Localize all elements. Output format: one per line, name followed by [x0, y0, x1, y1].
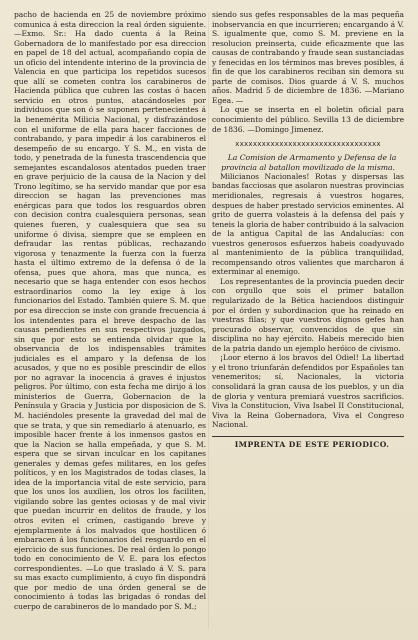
column-gutter [208, 12, 209, 628]
left-column [14, 10, 206, 630]
address-paragraph-2: Los representantes de la provincia pueden decir con orgullo que sois el primer batallon regularizado de la Bética haciendoos distinguir por el órden y subordinacion que ha reinado en vuestras filas; y que vuestros dignos gefes han procurado observar, convencidos de que sin disciplina no hay ejército. Habeis merecido bien de la patria dando un ejemplo heróico de civismo. [212, 276, 404, 353]
printer-imprint: IMPRENTA DE ESTE PERIODICO. [234, 439, 390, 449]
left-column-text: pacho de hacienda en 25 de noviembre próximo comunica á esta direccion la real órden siguiente. —Exmo. Sr.: Ha dado cuenta á la Reina Gobernadora de lo manifestado por esa direccion en papel de 18 del actual, acompañando copia de un oficio del intendente interino de la provincia de Valencia en que participa los repetidos sucesos que allí se cometen contra los carabineros de Hacienda pública que cubren las costas ó hacen servicio en otros puntos, atacándoseles por individuos que son ó se suponen pertenecientes á la benemérita Milicia Nacional, y disfrazándose con el uniforme de ella para hacer facciones de contrabando, y para impedir á los carabineros el desempeño de su encargo. Y S. M., en vista de todo, y penetrada de la funesta trascendencia que semejantes escandalosos atentados pueden traer en grave perjuicio de la causa de la Nacion y del Trono legítimo, se ha servido mandar que por esa direccion se hagan las prevenciones mas enérgicas para que todos los resguardos obren con decision contra cualesquiera personas, sean quienes fueren, y cualesquiera que sea su uniforme ó divisa, siempre que se empleen en defraudar las rentas públicas, rechazando vigorosa y tenazmente la fuerza con la fuerza hasta el último extremo de la defensa ó de la ofensa, pues que ahora, mas que nunca, es necesario que se haga entender con esos hechos estraordinarios como la ley exige à los funcionarios del Estado. También quiere S. M. que por esa direccion se inste con grande frecuencia á los intendentes para el breve despacho de las causas pendientes en sus respectivos juzgados, sin que por esto se entienda olvidar que la observancia de los indispensables trámites judiciales es el amparo y la defensa de los acusados, y que no es posible prescindir de ellos por no agravar la inocencia á graves é injustos peligros. Por último, con esta fecha me dirijo á los ministerios de Guerra, Gobernacion de la Península y Gracia y Justicia por disposicion de S. M. haciéndoles presente la gravedad del mal de que se trata, y que sin remediarlo á atenuarlo, es imposible hacer frente á los inmensos gastos en que la Nacion se halla empeñada, y que S. M. espera que se sirvan inculcar en los capitanes generales y demas gefes militares, en los gefes políticos, y en los Magistrados de todas clases, la idea de la importancia vital de este servicio, para que los unos los auxilien, los otros los faciliten, vigilando sobre las gentes ociosas y de mal vivir que puedan incurrir en delitos de fraude, y los otros eviten el crímen, castigando breve y ejemplarmente á los malvados que hostilicen ó embaracen á los funcionarios del resguardo en el ejercicio de sus funciones. De real órden lo pongo todo en conocimiento de V. E. para los efectos correspondientes. —Lo que traslado á V. S. para su mas exacto cumplimiento, á cuyo fin dispondrá que por medio de una órden general se de conocimiento á todas las brigadas ó rondas del cuerpo de carabineros de lo mandado por S. M.; [14, 10, 206, 611]
address-paragraph-3: ¡Loor eterno á los bravos del Odiel! La libertad y el trono triunfarán defendidos por Españoles tan venemeritos; sí, Nacionales, la victoria consolidará la gran causa de los pueblos, y un dia de gloria y ventura premiará vuestros sacrificios. Viva la Constitucion, Viva Isabel II Constitucional, Viva la Reina Gobernadora, Viva el Congreso Nacional. [212, 353, 404, 430]
publication-note: Lo que se inserta en el boletin oficial para conocimiento del público. Sevilla 13 de diciembre de 1836. —Domingo Jimenez. [212, 105, 404, 134]
ornamental-divider: xxxxxxxxxxxxxxxxxxxxxxxxxxxxxxxxx [235, 140, 381, 149]
right-column [212, 10, 404, 630]
section-heading: La Comision de Armamento y Defensa de la provincia al batallon movilizado de la misma. [221, 153, 397, 172]
right-column-continuation: siendo sus gefes responsables de la mas pequeña inobservancia en que incurrieren; encargando á V. S. igualmente que, como S. M. previene en la resolucion preinserta, cuide eficazmente que las causas de contrabando y fraude sean sustanciadas y fenecidas en los términos mas breves posibles, á fin de que los carabineros reciban sin demora su parte de comisos. Dios guarde á V. S. muchos años. Madrid 5 de diciembre de 1836. —Mariano Egea. — [212, 10, 404, 105]
address-paragraph-1: Milicianos Nacionales! Rotas y dispersas las bandas facciosas que asolaron nuestras provincias meridionales, regresais á vuestros hogares, despues de haber prestado servicios eminentes. Al grito de guerra volasteis á la defensa del país y teneis la gloria de haber contribuido á la salvacion de la antigua Capital de las Andalucías: con vuestros generosos esfuerzos habeis coadyuvado al mantenimiento de la pública tranquilidad, recompensando otros valientes que marcharon á exterminar al enemigo. [212, 171, 404, 277]
imprint-rule [212, 436, 404, 437]
